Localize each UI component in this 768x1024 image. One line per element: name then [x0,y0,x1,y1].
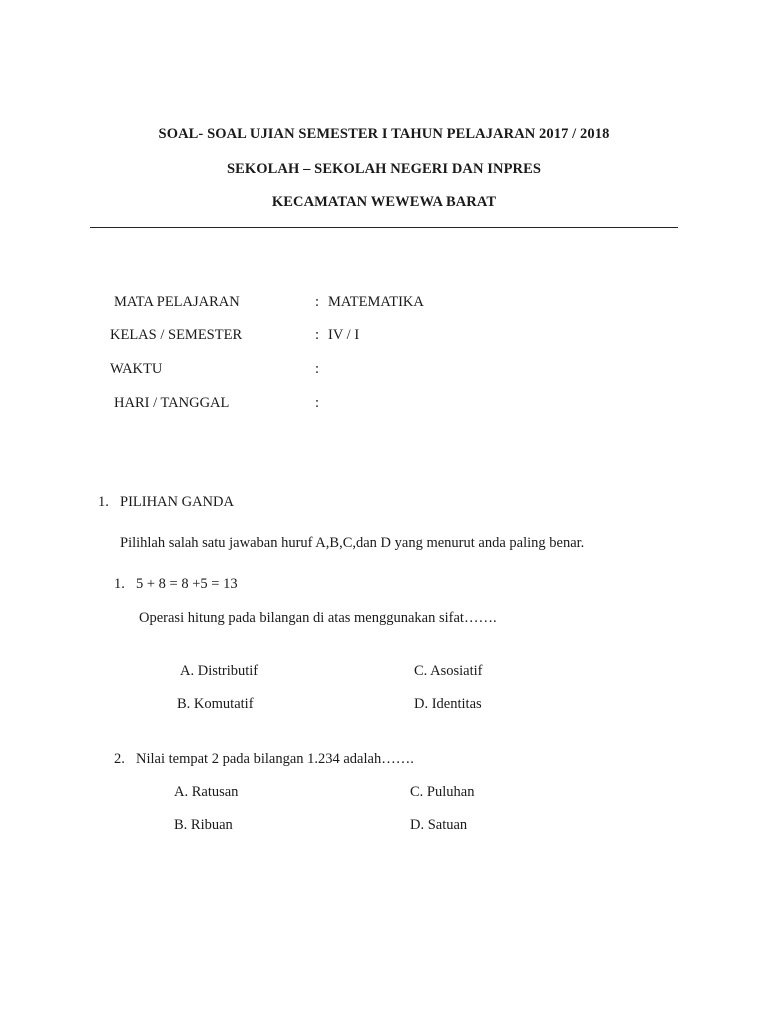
info-label-date: HARI / TANGGAL [114,395,230,411]
header-divider [90,227,678,228]
header-title: SOAL- SOAL UJIAN SEMESTER I TAHUN PELAJARAN 2017 / 2018 [158,126,610,142]
info-value-subject: MATEMATIKA [328,294,424,310]
option-c: C. Asosiatif [414,663,483,679]
option-d: D. Satuan [410,817,468,833]
header-school: SEKOLAH – SEKOLAH NEGERI DAN INPRES [226,161,542,177]
question-subtext: Operasi hitung pada bilangan di atas menggunakan sifat……. [139,610,497,626]
question-number: 2. [114,751,125,767]
question-text: Nilai tempat 2 pada bilangan 1.234 adalah……. [136,751,414,767]
info-sep-class: : [315,327,320,343]
option-a: A. Ratusan [174,784,239,800]
option-c: C. Puluhan [410,784,475,800]
header-district: KECAMATAN WEWEWA BARAT [271,194,497,210]
section-title: PILIHAN GANDA [120,494,234,510]
info-value-class: IV / I [328,327,360,343]
section-instruction: Pilihlah salah satu jawaban huruf A,B,C,dan D yang menurut anda paling benar. [120,535,585,551]
info-sep-subject: : [315,294,320,310]
section-number: 1. [98,494,109,510]
option-d: D. Identitas [414,696,482,712]
option-b: B. Ribuan [174,817,233,833]
option-b: B. Komutatif [177,696,254,712]
question-number: 1. [114,576,125,592]
info-sep-time: : [315,361,320,377]
info-label-class: KELAS / SEMESTER [110,327,243,343]
option-a: A. Distributif [180,663,259,679]
info-label-subject: MATA PELAJARAN [114,294,240,310]
question-text: 5 + 8 = 8 +5 = 13 [136,576,238,592]
info-label-time: WAKTU [110,361,163,377]
info-sep-date: : [315,395,320,411]
